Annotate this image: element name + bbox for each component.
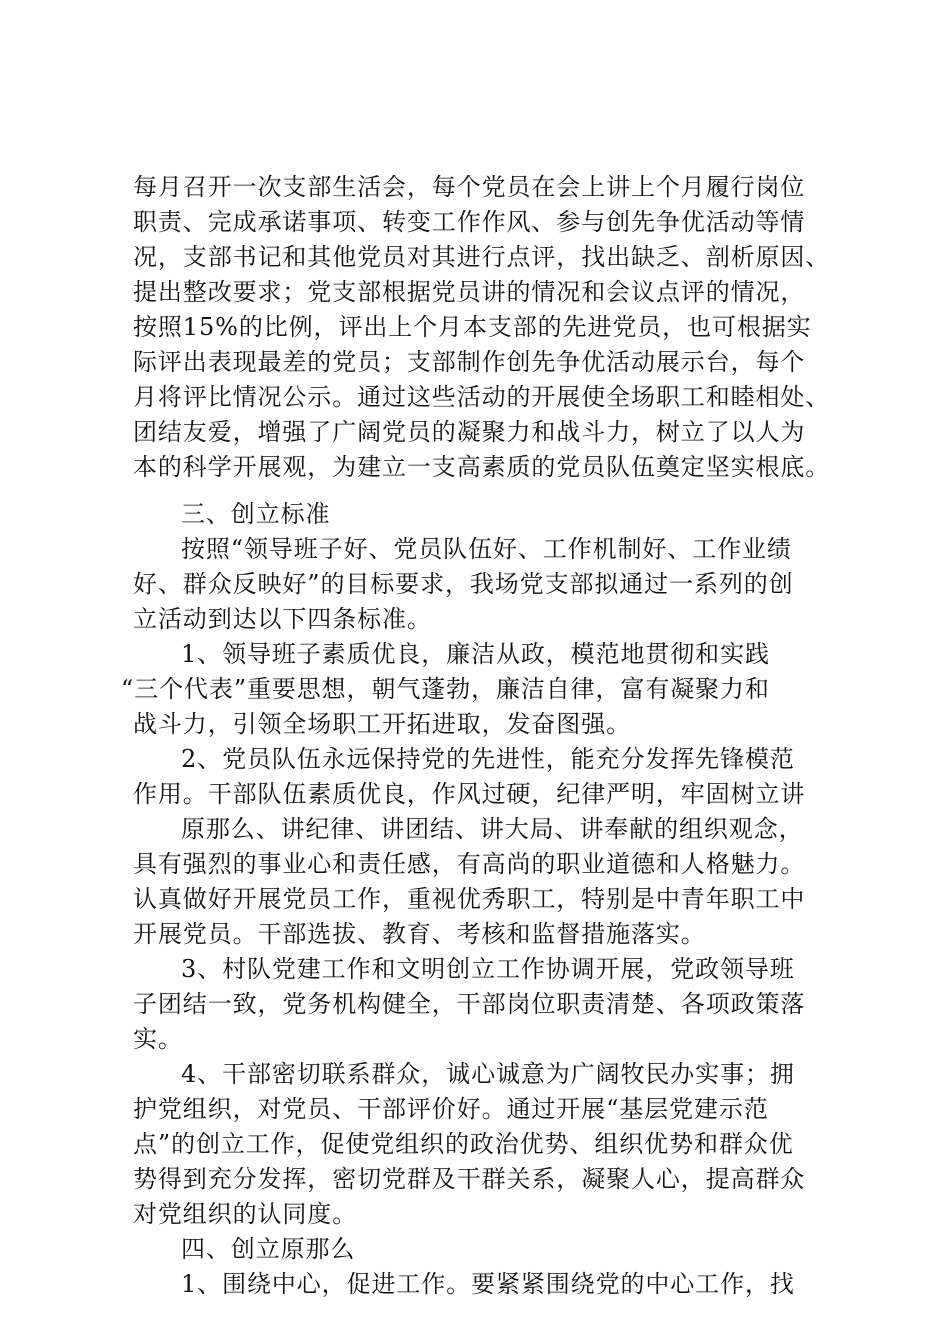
- list-item-line: “三个代表”重要思想，朝气蓬勃，廉洁自律，富有凝聚力和: [121, 675, 770, 703]
- list-item-line: 1、领导班子素质优良，廉洁从政，模范地贯彻和实践: [181, 640, 770, 668]
- list-item-line: 具有强烈的事业心和责任感，有高尚的职业道德和人格魅力。: [133, 850, 806, 878]
- paragraph-line: 本的科学开展观，为建立一支高素质的党员队伍奠定坚实根底。: [133, 453, 831, 481]
- list-item-line: 势得到充分发挥，密切党群及干群关系，凝聚人心，提高群众: [133, 1165, 806, 1193]
- list-item-line: 战斗力，引领全场职工开拓进取，发奋图强。: [133, 710, 631, 738]
- section-heading: 三、创立标准: [181, 500, 331, 528]
- list-item-line: 对党组织的认同度。: [133, 1200, 358, 1228]
- paragraph-line: 好、群众反映好”的目标要求，我场党支部拟通过一系列的创: [133, 570, 794, 598]
- paragraph-line: 月将评比情况公示。通过这些活动的开展使全场职工和睦相处、: [133, 383, 831, 411]
- paragraph-line: 立活动到达以下四条标准。: [133, 605, 432, 633]
- list-item-line: 原那么、讲纪律、讲团结、讲大局、讲奉献的组织观念，: [181, 815, 804, 843]
- list-item-line: 护党组织，对党员、干部评价好。通过开展“基层党建示范: [133, 1095, 769, 1123]
- list-item-line: 1、围绕中心，促进工作。要紧紧围绕党的中心工作，找: [181, 1270, 795, 1298]
- paragraph-line: 职责、完成承诺事项、转变工作作风、参与创先争优活动等情: [133, 208, 806, 236]
- section-heading: 四、创立原那么: [181, 1235, 356, 1263]
- list-item-line: 3、村队党建工作和文明创立工作协调开展，党政领导班: [181, 955, 795, 983]
- list-item-line: 实。: [133, 1025, 183, 1053]
- paragraph-line: 每月召开一次支部生活会，每个党员在会上讲上个月履行岗位: [133, 173, 806, 201]
- paragraph-line: 团结友爱，增强了广阔党员的凝聚力和战斗力，树立了以人为: [133, 418, 806, 446]
- paragraph-line: 况，支部书记和其他党员对其进行点评，找出缺乏、剖析原因、: [133, 243, 831, 271]
- list-item-line: 4、干部密切联系群众，诚心诚意为广阔牧民办实事；拥: [181, 1060, 795, 1088]
- list-item-line: 2、党员队伍永远保持党的先进性，能充分发挥先锋模范: [181, 745, 795, 773]
- list-item-line: 作用。干部队伍素质优良，作风过硬，纪律严明，牢固树立讲: [133, 780, 806, 808]
- list-item-line: 开展党员。干部选拔、教育、考核和监督措施落实。: [133, 920, 706, 948]
- paragraph-line: 提出整改要求；党支部根据党员讲的情况和会议点评的情况，: [133, 278, 806, 306]
- list-item-line: 子团结一致，党务机构健全，干部岗位职责清楚、各项政策落: [133, 990, 806, 1018]
- paragraph-line: 按照15%的比例，评出上个月本支部的先进党员，也可根据实: [133, 313, 812, 341]
- paragraph-line: 按照“领导班子好、党员队伍好、工作机制好、工作业绩: [181, 535, 792, 563]
- list-item-line: 点”的创立工作，促使党组织的政治优势、组织优势和群众优: [133, 1130, 794, 1158]
- paragraph-line: 际评出表现最差的党员；支部制作创先争优活动展示台，每个: [133, 348, 806, 376]
- list-item-line: 认真做好开展党员工作，重视优秀职工，特别是中青年职工中: [133, 885, 806, 913]
